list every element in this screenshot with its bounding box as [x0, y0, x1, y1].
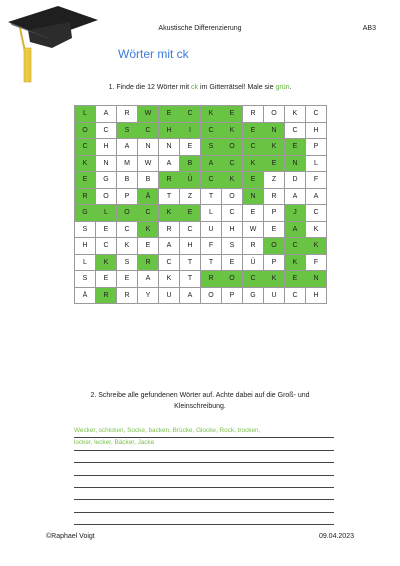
grid-cell[interactable]: Ä [138, 188, 159, 205]
grid-cell[interactable]: I [180, 122, 201, 139]
grid-cell[interactable]: L [96, 205, 117, 222]
task1-ck: ck [191, 84, 199, 91]
grid-cell[interactable]: C [138, 122, 159, 139]
grid-cell[interactable]: E [243, 172, 264, 189]
task1-prefix: 1. Finde die 12 Wörter mit [108, 84, 192, 91]
answer-line-7[interactable] [74, 500, 334, 512]
grid-cell[interactable]: N [96, 155, 117, 172]
grid-cell[interactable]: E [222, 254, 243, 271]
grid-cell[interactable]: C [96, 238, 117, 255]
grid-cell[interactable]: O [222, 139, 243, 156]
grid-cell[interactable]: C [306, 106, 327, 123]
grid-cell[interactable]: A [138, 271, 159, 288]
grid-cell[interactable]: P [222, 287, 243, 304]
grid-cell[interactable]: C [180, 221, 201, 238]
grid-cell[interactable]: N [243, 188, 264, 205]
grid-cell[interactable]: P [306, 139, 327, 156]
grid-cell[interactable]: R [117, 106, 138, 123]
page-title: Wörter mit ck [118, 47, 189, 61]
grid-cell[interactable]: Z [180, 188, 201, 205]
grid-cell[interactable]: C [285, 122, 306, 139]
grid-row [75, 271, 327, 288]
answer-line-1[interactable]: Wecker, schicken, Socke, backen, Brücke, Glocke, Rock, trocken, [74, 426, 334, 438]
grid-cell[interactable]: C [285, 287, 306, 304]
grid-cell[interactable]: C [201, 172, 222, 189]
grid-cell[interactable]: K [243, 155, 264, 172]
grid-cell[interactable]: P [264, 254, 285, 271]
grid-row [75, 287, 327, 304]
grid-cell[interactable]: A [159, 238, 180, 255]
grid-cell[interactable]: A [159, 155, 180, 172]
grid-cell[interactable]: Ä [75, 287, 96, 304]
grid-cell[interactable]: A [117, 139, 138, 156]
grid-cell[interactable]: E [117, 271, 138, 288]
grid-cell[interactable]: F [201, 238, 222, 255]
grid-cell[interactable]: U [201, 221, 222, 238]
grid-cell[interactable]: U [264, 287, 285, 304]
grid-row [75, 221, 327, 238]
answer-lines [74, 426, 334, 525]
grid-cell[interactable]: R [201, 271, 222, 288]
grid-cell[interactable]: K [285, 254, 306, 271]
grid-cell[interactable]: R [117, 287, 138, 304]
grid-cell[interactable]: F [306, 254, 327, 271]
grid-cell[interactable]: B [138, 172, 159, 189]
grid-cell[interactable]: E [264, 221, 285, 238]
grid-cell[interactable]: W [138, 155, 159, 172]
grid-cell[interactable]: H [96, 139, 117, 156]
grid-cell[interactable]: S [222, 238, 243, 255]
grid-cell[interactable]: Z [264, 172, 285, 189]
grid-row [75, 205, 327, 222]
grid-cell[interactable]: H [222, 221, 243, 238]
grid-cell[interactable]: A [96, 106, 117, 123]
task1-middle: im Gitterrätsel! Male sie [198, 84, 276, 91]
grid-cell[interactable]: A [306, 188, 327, 205]
grid-cell[interactable]: C [222, 205, 243, 222]
grid-cell[interactable]: E [138, 238, 159, 255]
grid-row [75, 155, 327, 172]
grid-cell[interactable]: Y [138, 287, 159, 304]
grid-cell[interactable]: E [159, 106, 180, 123]
grid-cell[interactable]: B [180, 155, 201, 172]
grid-cell[interactable]: A [201, 155, 222, 172]
grid-cell[interactable]: K [96, 254, 117, 271]
grid-cell[interactable]: N [306, 271, 327, 288]
grid-cell[interactable]: K [264, 139, 285, 156]
grid-cell[interactable]: C [243, 139, 264, 156]
grid-cell[interactable]: E [243, 205, 264, 222]
grid-cell[interactable]: S [117, 254, 138, 271]
grid-cell[interactable]: S [75, 221, 96, 238]
grid-row [75, 106, 327, 123]
grid-cell[interactable]: A [285, 188, 306, 205]
grid-cell[interactable]: R [159, 172, 180, 189]
grid-cell[interactable]: H [75, 238, 96, 255]
grid-row [75, 139, 327, 156]
grid-cell[interactable]: L [75, 254, 96, 271]
grid-cell[interactable]: O [201, 287, 222, 304]
grid-cell[interactable]: R [159, 221, 180, 238]
grid-cell[interactable]: R [96, 287, 117, 304]
grid-cell[interactable]: E [96, 271, 117, 288]
grid-cell[interactable]: K [222, 122, 243, 139]
grid-cell[interactable]: N [285, 155, 306, 172]
worksheet-topic: Akustische Differenzierung [158, 25, 242, 32]
grid-cell[interactable]: E [75, 172, 96, 189]
grid-cell[interactable]: T [201, 188, 222, 205]
grid-cell[interactable]: K [306, 221, 327, 238]
grid-cell[interactable]: E [264, 155, 285, 172]
grid-cell[interactable]: E [180, 205, 201, 222]
grid-cell[interactable]: S [201, 139, 222, 156]
answer-line-4[interactable] [74, 463, 334, 475]
grid-cell[interactable]: C [159, 254, 180, 271]
grid-cell[interactable]: C [201, 122, 222, 139]
grid-cell[interactable]: K [159, 205, 180, 222]
grid-row [75, 122, 327, 139]
grid-cell[interactable]: N [264, 122, 285, 139]
task2-instruction-line2: Kleinschreibung. [174, 403, 226, 410]
grid-cell[interactable]: T [159, 188, 180, 205]
grid-cell[interactable]: Ü [180, 172, 201, 189]
grid-cell[interactable]: A [285, 221, 306, 238]
grid-cell[interactable]: G [96, 172, 117, 189]
grid-cell[interactable]: N [138, 139, 159, 156]
grid-cell[interactable]: R [75, 188, 96, 205]
grid-cell[interactable]: C [138, 205, 159, 222]
footer-date: 09.04.2023 [318, 533, 354, 540]
grid-cell[interactable]: K [222, 172, 243, 189]
grid-cell[interactable]: C [306, 205, 327, 222]
task1-green-word: grün [275, 84, 290, 91]
grid-cell[interactable]: O [264, 106, 285, 123]
grid-cell[interactable]: W [138, 106, 159, 123]
grid-row [75, 172, 327, 189]
grid-cell[interactable]: S [75, 271, 96, 288]
grid-cell[interactable]: L [306, 155, 327, 172]
grid-cell[interactable]: E [243, 122, 264, 139]
task1-instruction [0, 84, 400, 91]
task2-instruction-line1: 2. Schreibe alle gefundenen Wörter auf. Achte dabei auf die Groß- und [90, 392, 310, 399]
grid-cell[interactable]: U [159, 287, 180, 304]
footer-author: ©Raphael Voigt [46, 533, 95, 540]
grid-cell[interactable]: K [264, 271, 285, 288]
grid-cell[interactable]: F [306, 172, 327, 189]
grid-cell[interactable]: W [243, 221, 264, 238]
task1-suffix: . [289, 84, 292, 91]
worksheet-code: AB3 [362, 25, 376, 32]
answer-line-6[interactable] [74, 488, 334, 500]
grid-cell[interactable]: H [180, 238, 201, 255]
answer-line-8[interactable] [74, 513, 334, 525]
grid-cell[interactable]: K [75, 155, 96, 172]
grid-cell[interactable]: C [285, 238, 306, 255]
grid-cell[interactable]: Ü [243, 254, 264, 271]
grid-cell[interactable]: E [285, 271, 306, 288]
grid-cell[interactable]: C [96, 122, 117, 139]
grid-cell[interactable]: N [159, 139, 180, 156]
grid-cell[interactable]: K [201, 106, 222, 123]
grid-cell[interactable]: O [75, 122, 96, 139]
grid-cell[interactable]: K [138, 221, 159, 238]
grid-cell[interactable]: J [285, 205, 306, 222]
grid-cell[interactable]: O [222, 188, 243, 205]
answer-line-5[interactable] [74, 476, 334, 488]
grid-cell[interactable]: O [222, 271, 243, 288]
word-search-grid [74, 105, 327, 304]
grid-cell[interactable]: R [243, 238, 264, 255]
grid-cell[interactable]: T [180, 254, 201, 271]
grid-cell[interactable]: L [201, 205, 222, 222]
grid-cell[interactable]: D [285, 172, 306, 189]
grid-row [75, 188, 327, 205]
grid-cell[interactable]: S [117, 122, 138, 139]
grid-cell[interactable]: G [243, 287, 264, 304]
grid-cell[interactable]: C [117, 221, 138, 238]
grid-cell[interactable]: C [222, 155, 243, 172]
grid-cell[interactable]: O [96, 188, 117, 205]
grid-cell[interactable]: E [96, 221, 117, 238]
grid-row [75, 238, 327, 255]
grid-cell[interactable]: E [180, 139, 201, 156]
grid-cell[interactable]: R [138, 254, 159, 271]
grid-cell[interactable]: K [159, 271, 180, 288]
grid-cell[interactable]: B [117, 172, 138, 189]
grid-cell[interactable]: C [75, 139, 96, 156]
grid-cell[interactable]: H [159, 122, 180, 139]
grid-cell[interactable]: T [201, 254, 222, 271]
grid-cell[interactable]: R [264, 188, 285, 205]
grid-cell[interactable]: O [117, 205, 138, 222]
answer-line-3[interactable] [74, 451, 334, 463]
grid-row [75, 254, 327, 271]
grid-cell[interactable]: E [222, 106, 243, 123]
answer-line-2[interactable]: locker, lecker, Bäcker, Jacke [74, 438, 334, 450]
grid-cell[interactable]: H [306, 287, 327, 304]
grid-cell[interactable]: K [306, 238, 327, 255]
grid-cell[interactable]: P [264, 205, 285, 222]
grid-cell[interactable]: R [243, 106, 264, 123]
grid-cell[interactable]: G [75, 205, 96, 222]
grid-cell[interactable]: A [180, 287, 201, 304]
grid-cell[interactable]: T [180, 271, 201, 288]
grid-cell[interactable]: H [306, 122, 327, 139]
grid-cell[interactable]: M [117, 155, 138, 172]
grid-cell[interactable]: K [285, 106, 306, 123]
grid-cell[interactable]: P [117, 188, 138, 205]
grid-cell[interactable]: C [180, 106, 201, 123]
grid-cell[interactable]: C [243, 271, 264, 288]
grid-cell[interactable]: O [264, 238, 285, 255]
grid-cell[interactable]: E [285, 139, 306, 156]
grid-cell[interactable]: K [117, 238, 138, 255]
grid-cell[interactable]: L [75, 106, 96, 123]
